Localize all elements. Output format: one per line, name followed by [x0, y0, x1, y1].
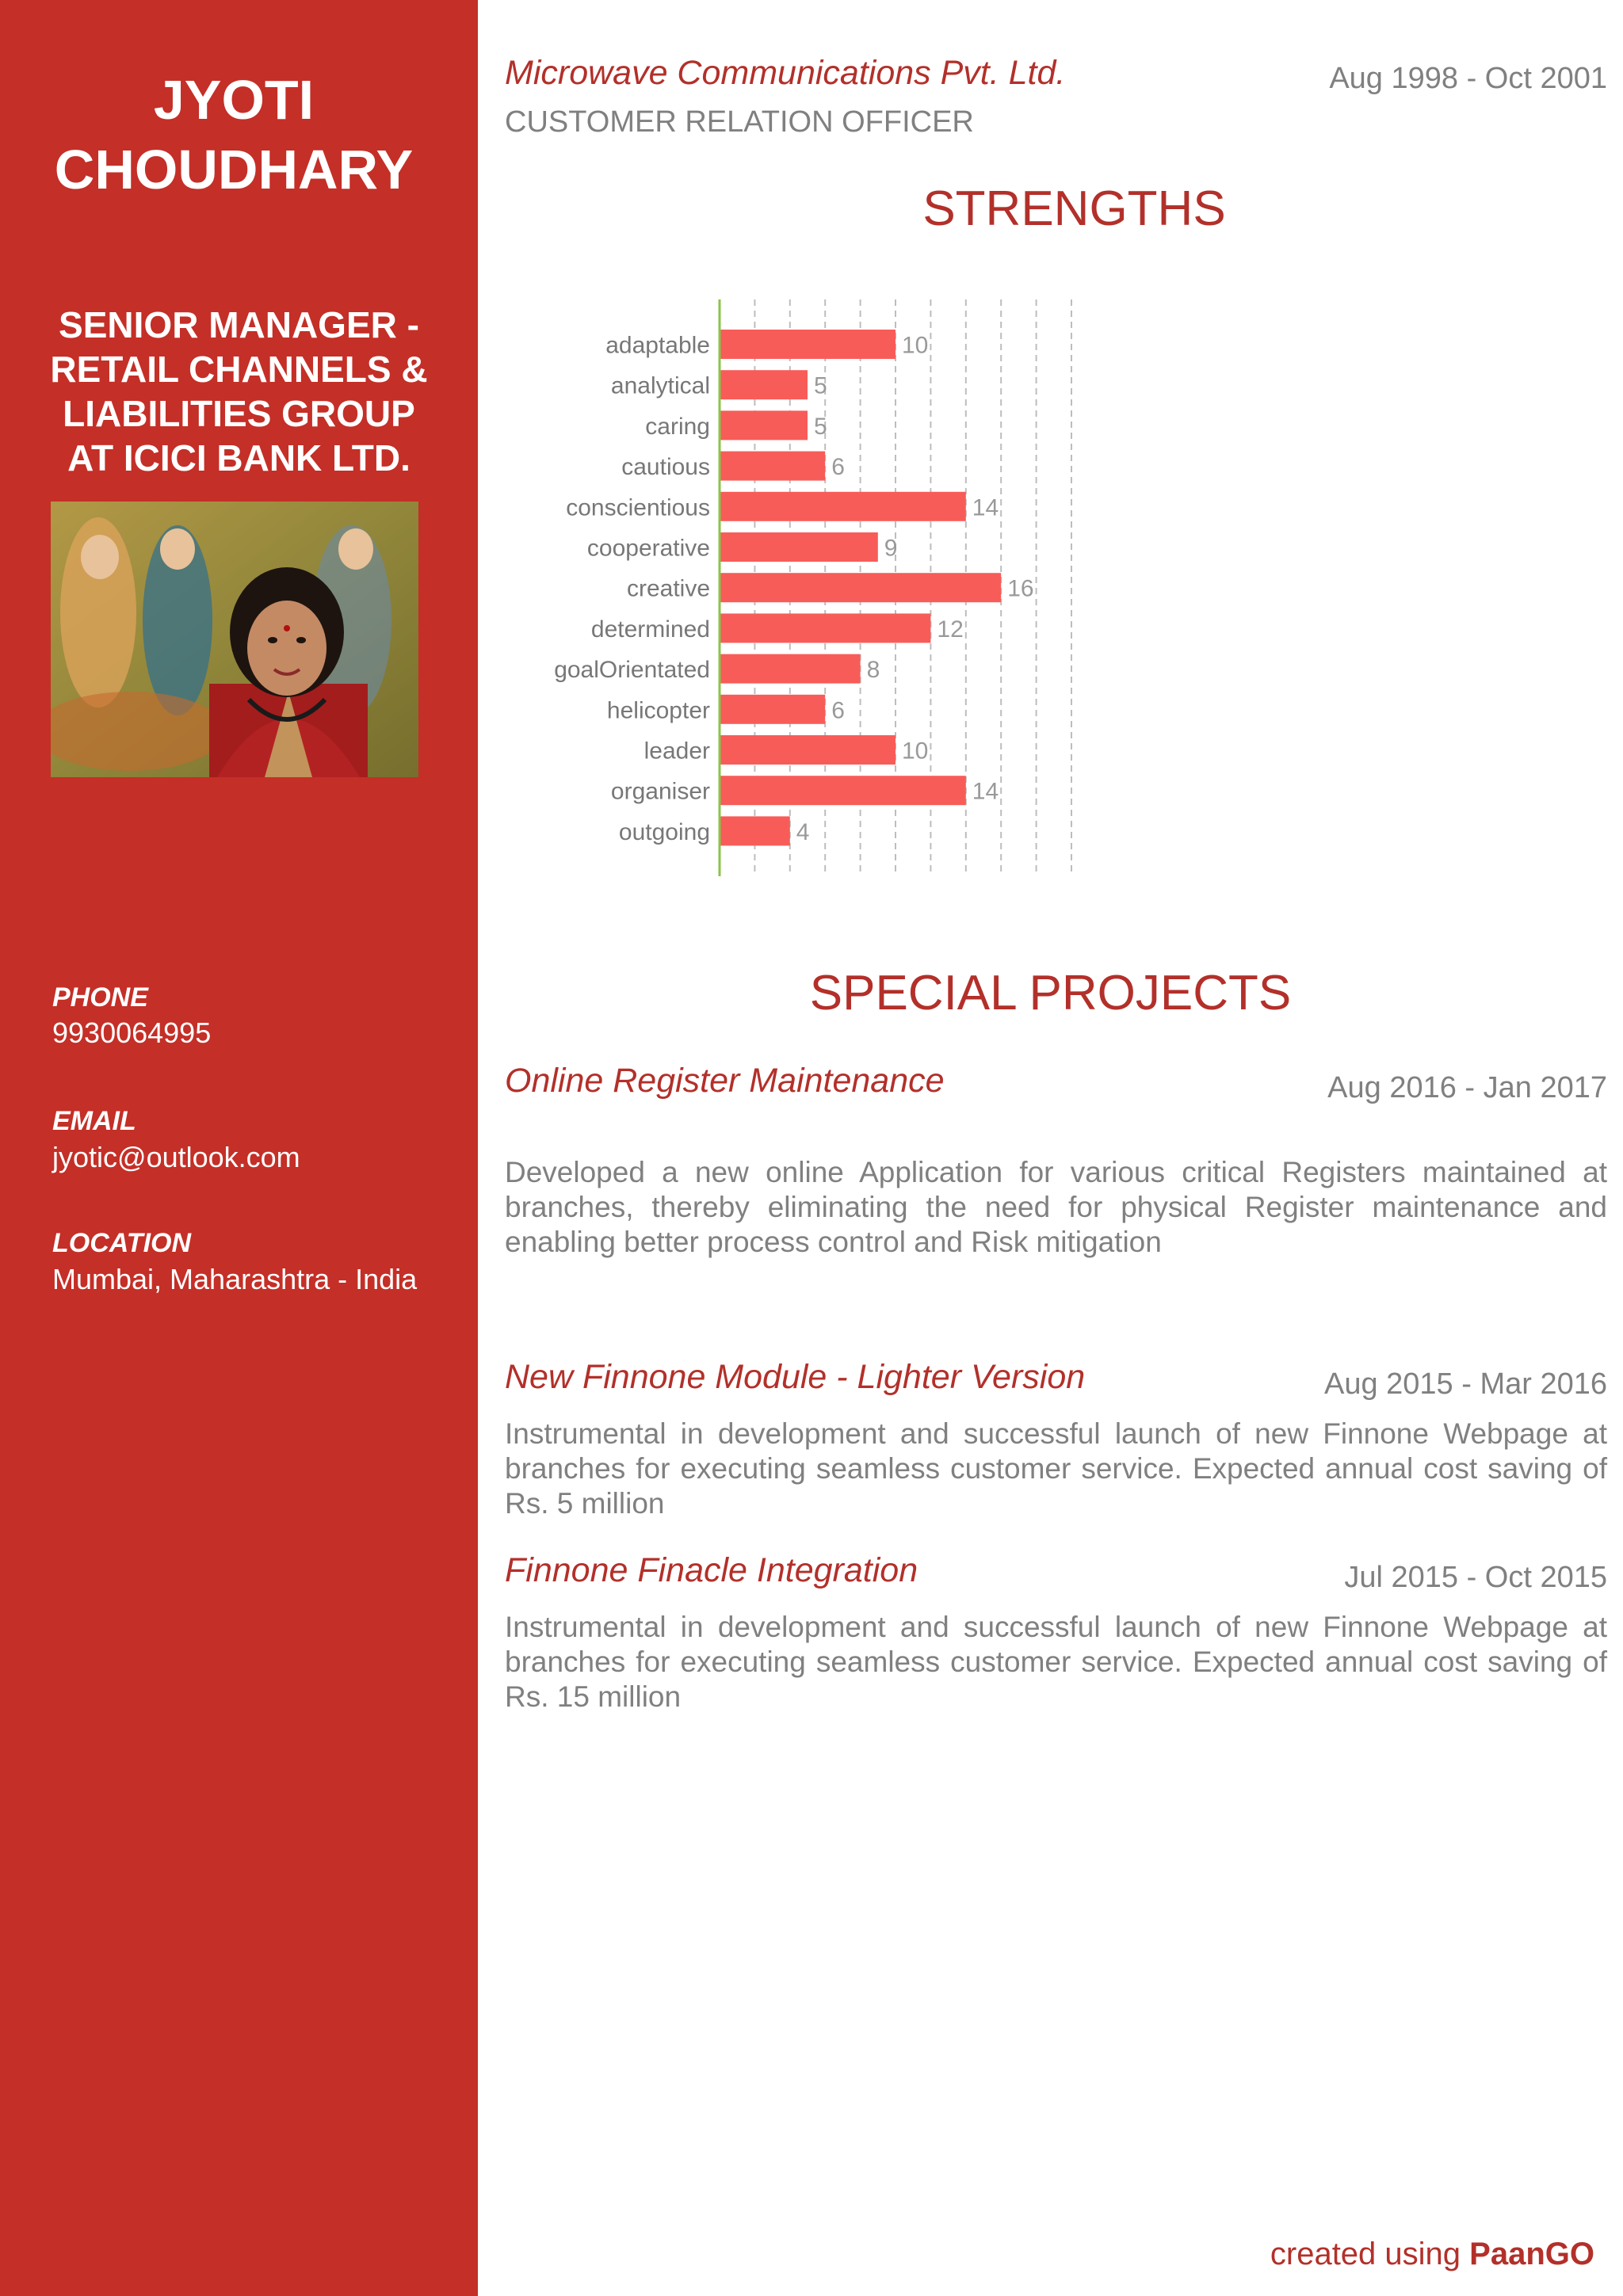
project-desc-3: Instrumental in development and successful launch of new Finnone Webpage at branches for executing seamless customer service. Expected annual cost saving of Rs. 15 million [505, 1611, 1607, 1713]
job-dates: Aug 1998 - Oct 2001 [1329, 62, 1607, 95]
location-label: LOCATION [52, 1228, 192, 1258]
project-dates-2: Aug 2015 - Mar 2016 [1323, 1367, 1607, 1401]
chart-category-label: outgoing [618, 818, 710, 845]
chart-value-label: 14 [972, 494, 999, 521]
title-line-2: RETAIL CHANNELS & [50, 349, 428, 390]
chart-value-label: 16 [1007, 575, 1034, 602]
chart-value-label: 10 [902, 738, 929, 765]
chart-bar [720, 735, 896, 765]
chart-value-label: 5 [814, 372, 827, 399]
phone-label: PHONE [52, 982, 148, 1013]
chart-value-label: 8 [866, 657, 880, 684]
chart-category-label: cooperative [586, 535, 710, 562]
chart-bar [720, 452, 825, 481]
title-line-3: LIABILITIES GROUP [63, 393, 415, 434]
chart-bar [720, 532, 878, 562]
project-title-1: Online Register Maintenance [505, 1062, 945, 1100]
chart-value-label: 5 [814, 413, 827, 440]
chart-category-label: leader [643, 738, 710, 765]
chart-bar [720, 654, 861, 684]
sidebar [0, 0, 478, 2296]
chart-category-label: adaptable [605, 332, 710, 359]
job-role: CUSTOMER RELATION OFFICER [505, 105, 974, 139]
footer-credit [1270, 2237, 1594, 2272]
chart-bar [720, 410, 808, 440]
projects-heading: SPECIAL PROJECTS [809, 966, 1292, 1020]
chart-category-label: helicopter [606, 697, 710, 724]
strengths-chart-svg [478, 293, 1500, 879]
footer-brand[interactable]: PaanGO [1469, 2237, 1594, 2271]
chart-category-label: caring [645, 413, 710, 440]
profile-photo-illustration [51, 502, 418, 777]
location-value: Mumbai, Maharashtra - India [52, 1263, 418, 1295]
project-dates-1: Aug 2016 - Jan 2017 [1327, 1071, 1607, 1104]
chart-value-label: 12 [937, 616, 964, 643]
footer-prefix: created using [1270, 2237, 1470, 2271]
project-desc-1: Developed a new online Application for various critical Registers maintained at branches, thereby eliminating the need for physical Register maintenance and enabling better process control and Risk mitigation [505, 1156, 1607, 1258]
title-line-4: AT ICICI BANK LTD. [67, 437, 411, 479]
email-label: EMAIL [52, 1106, 136, 1136]
chart-bar [720, 573, 1001, 602]
chart-value-label: 9 [884, 535, 898, 562]
project-desc-2: Instrumental in development and successful launch of new Finnone Webpage at branches for executing seamless customer service. Expected annual cost saving of Rs. 5 million [505, 1417, 1607, 1520]
chart-category-label: conscientious [566, 494, 710, 521]
chart-bar [720, 776, 966, 805]
chart-value-label: 10 [902, 332, 929, 359]
title-line-1: SENIOR MANAGER - [59, 304, 419, 345]
name-line-2: CHOUDHARY [54, 139, 414, 200]
chart-category-label: analytical [610, 372, 710, 399]
chart-bar [720, 613, 930, 643]
email-value[interactable]: jyotic@outlook.com [52, 1141, 300, 1173]
job-company: Microwave Communications Pvt. Ltd. [505, 54, 1066, 92]
phone-value[interactable]: 9930064995 [52, 1016, 212, 1049]
chart-category-label: determined [590, 616, 710, 643]
name-line-1: JYOTI [153, 69, 315, 131]
project-dates-3: Jul 2015 - Oct 2015 [1344, 1561, 1607, 1594]
project-title-2: New Finnone Module - Lighter Version [505, 1358, 1086, 1396]
chart-bar [720, 330, 896, 359]
chart-category-label: creative [626, 575, 710, 602]
chart-bar [720, 370, 808, 399]
chart-value-label: 4 [796, 818, 810, 845]
chart-bar [720, 492, 966, 521]
strengths-heading: STRENGTHS [922, 181, 1226, 236]
strengths-chart [478, 293, 1500, 879]
chart-value-label: 14 [972, 778, 999, 805]
chart-category-label: organiser [610, 778, 710, 805]
chart-value-label: 6 [831, 697, 845, 724]
chart-value-label: 6 [831, 454, 845, 481]
chart-bar [720, 816, 790, 845]
profile-name [0, 65, 468, 204]
profile-title [0, 303, 478, 480]
chart-bar [720, 695, 825, 724]
chart-category-label: goalOrientated [554, 657, 710, 684]
profile-photo [51, 502, 418, 777]
chart-category-label: cautious [621, 454, 710, 481]
project-title-3: Finnone Finacle Integration [505, 1551, 918, 1589]
